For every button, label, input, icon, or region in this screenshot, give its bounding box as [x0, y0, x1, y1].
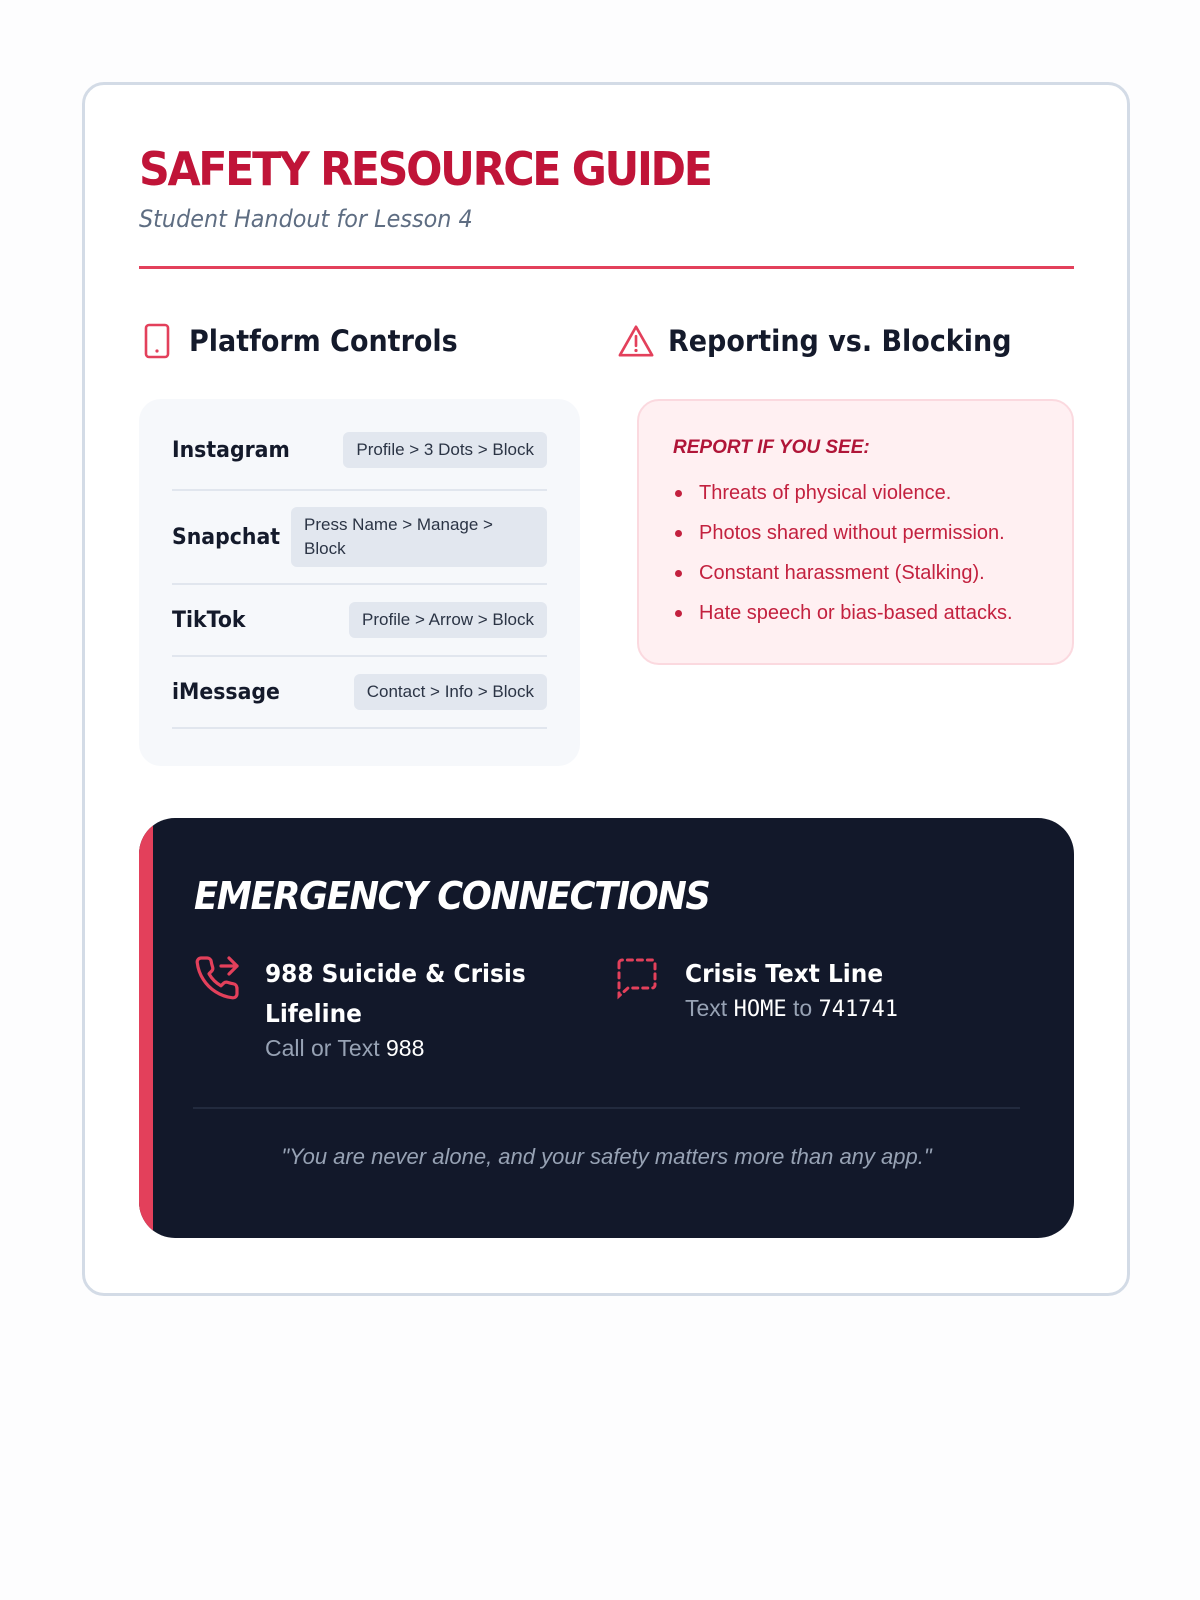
text-line-contact	[613, 954, 1033, 1024]
guide-header	[139, 143, 1074, 233]
platform-controls-title: Platform Controls	[189, 324, 458, 358]
text-line-mid: to	[786, 995, 819, 1021]
reporting-title: Reporting vs. Blocking	[668, 324, 1012, 358]
text-line-name: Crisis Text Line	[685, 959, 884, 988]
reporting-heading	[618, 323, 1037, 359]
emergency-title: EMERGENCY CONNECTIONS	[194, 874, 710, 918]
text-line-detail	[685, 994, 898, 1024]
platform-name: TikTok	[172, 607, 246, 633]
lifeline-detail-prefix: Call or Text	[265, 1035, 387, 1061]
header-divider	[139, 266, 1074, 269]
text-line-number[interactable]: 741741	[818, 997, 899, 1022]
page-title: SAFETY RESOURCE GUIDE	[139, 142, 711, 196]
lifeline-name: 988 Suicide & Crisis Lifeline	[265, 959, 526, 1028]
lifeline-text	[265, 954, 583, 1062]
emergency-connections-panel	[139, 818, 1074, 1238]
text-line-prefix: Text	[685, 995, 734, 1021]
report-criteria-list	[673, 481, 1038, 625]
platform-name: Snapchat	[172, 524, 281, 550]
emergency-divider	[193, 1107, 1020, 1109]
platform-name: Instagram	[172, 437, 290, 463]
list-item: Hate speech or bias-based attacks.	[673, 601, 1038, 625]
lifeline-contact	[193, 954, 583, 1062]
lifeline-number[interactable]: 988	[386, 1035, 425, 1061]
platform-controls-list	[139, 399, 580, 766]
block-path-badge: Profile > 3 Dots > Block	[343, 432, 547, 468]
phone-forward-icon	[193, 954, 241, 1002]
page-subtitle: Student Handout for Lesson 4	[139, 205, 473, 233]
list-item: Threats of physical violence.	[673, 481, 1038, 505]
list-item: Constant harassment (Stalking).	[673, 561, 1038, 585]
resource-guide-card	[82, 82, 1130, 1296]
phone-icon	[139, 323, 175, 359]
block-path-badge: Contact > Info > Block	[354, 674, 547, 710]
report-box-title: REPORT IF YOU SEE:	[673, 437, 870, 458]
list-item: Photos shared without permission.	[673, 521, 1038, 545]
text-line-text	[685, 954, 898, 1024]
text-line-keyword: HOME	[733, 997, 787, 1022]
list-item	[172, 585, 547, 657]
list-item	[172, 491, 547, 585]
list-item	[172, 657, 547, 729]
platform-name: iMessage	[172, 679, 280, 705]
message-square-icon	[613, 954, 661, 1002]
accent-bar	[139, 818, 153, 1238]
report-criteria-box	[637, 399, 1074, 665]
block-path-badge: Press Name > Manage > Block	[291, 507, 547, 567]
closing-quote: "You are never alone, and your safety matters more than any app."	[281, 1144, 932, 1169]
block-path-badge: Profile > Arrow > Block	[349, 602, 547, 638]
lifeline-detail	[265, 1034, 583, 1062]
warning-triangle-icon	[618, 323, 654, 359]
platform-controls-heading	[139, 323, 478, 359]
list-item	[172, 411, 547, 491]
